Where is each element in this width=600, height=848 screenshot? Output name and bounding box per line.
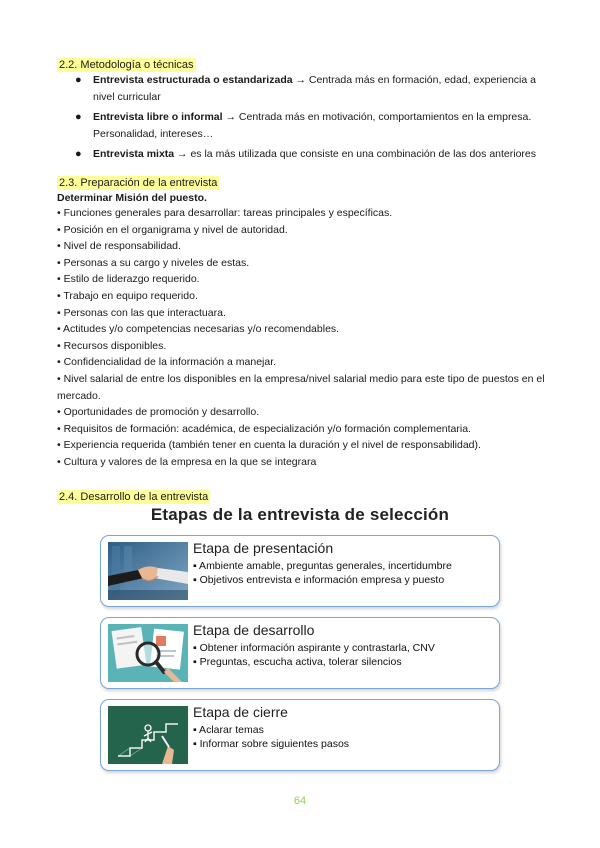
arrow-icon: → [225, 111, 236, 123]
stage-development [100, 617, 500, 689]
list-item: • Personas a su cargo y niveles de estas. [57, 256, 250, 269]
page-number: 64 [293, 795, 307, 807]
bullet-icon: ● [75, 74, 82, 86]
stage-title: Etapa de cierre [193, 704, 288, 720]
bullet-icon: ● [75, 111, 82, 123]
list-item [75, 146, 545, 163]
handshake-image-icon [108, 542, 188, 600]
list-item [75, 109, 545, 143]
list-item: • Requisitos de formación: académica, de especialización y/o formación complementaria. [57, 422, 471, 435]
arrow-icon: → [295, 74, 306, 86]
stage-presentation [100, 535, 500, 607]
stage-bullet: ▪ Ambiente amable, preguntas generales, incertidumbre [193, 560, 452, 572]
list-item: • Confidencialidad de la información a manejar. [57, 356, 277, 369]
section-heading-methodology: 2.2. Metodología o técnicas [59, 59, 194, 71]
infographic-title: Etapas de la entrevista de selección [150, 505, 450, 524]
mission-subtitle: Determinar Misión del puesto. [57, 192, 207, 204]
list-item: • Actitudes y/o competencias necesarias y/o recomendables. [57, 323, 340, 336]
stage-closing [100, 699, 500, 771]
list-item: • Nivel salarial de entre los disponibles en la empresa/nivel salarial medio para este tipo de puestos en el mercado. [57, 372, 545, 402]
stage-title: Etapa de desarrollo [193, 622, 315, 638]
section-heading-development: 2.4. Desarrollo de la entrevista [59, 491, 209, 503]
interview-stages-infographic [100, 505, 500, 781]
list-item: • Nivel de responsabilidad. [57, 240, 181, 253]
list-item: • Recursos disponibles. [57, 339, 167, 352]
method-term: Entrevista mixta [93, 148, 175, 160]
list-item: • Personas con las que interactuara. [57, 306, 226, 319]
stage-bullet: ▪ Objetivos entrevista e información empresa y puesto [193, 574, 445, 586]
method-description: Centrada más en motivación, comportamientos en la empresa. Personalidad, intereses… [93, 111, 532, 140]
section-heading-preparation: 2.3. Preparación de la entrevista [59, 177, 218, 189]
stage-bullet: ▪ Preguntas, escucha activa, tolerar silencios [193, 656, 402, 668]
list-item: • Posición en el organigrama y nivel de autoridad. [57, 223, 288, 236]
method-term: Entrevista libre o informal [93, 111, 223, 123]
list-item: • Oportunidades de promoción y desarrollo. [57, 406, 260, 419]
list-item: • Estilo de liderazgo requerido. [57, 273, 200, 286]
stairs-chalkboard-image-icon [108, 706, 188, 764]
method-description: Centrada más en formación, edad, experiencia a nivel curricular [93, 74, 536, 103]
list-item [75, 72, 545, 106]
methodology-list [75, 72, 545, 166]
method-description: es la más utilizada que consiste en una combinación de las dos anteriores [190, 148, 537, 160]
stage-title: Etapa de presentación [193, 540, 334, 556]
list-item: • Trabajo en equipo requerido. [57, 289, 198, 302]
stage-bullet: ▪ Obtener información aspirante y contrastarla, CNV [193, 642, 435, 654]
list-item: • Funciones generales para desarrollar: tareas principales y específicas. [57, 207, 393, 219]
stage-bullet: ▪ Aclarar temas [193, 724, 264, 736]
method-term: Entrevista estructurada o estandarizada [93, 74, 293, 86]
mission-list [57, 205, 547, 471]
magnifier-cv-image-icon [108, 624, 188, 682]
bullet-icon: ● [75, 148, 82, 160]
stage-bullet: ▪ Informar sobre siguientes pasos [193, 738, 350, 750]
list-item: • Experiencia requerida (también tener en cuenta la duración y el nivel de responsabilidad). [57, 439, 481, 452]
arrow-icon: → [177, 148, 188, 160]
list-item: • Cultura y valores de la empresa en la que se integrara [57, 455, 317, 468]
